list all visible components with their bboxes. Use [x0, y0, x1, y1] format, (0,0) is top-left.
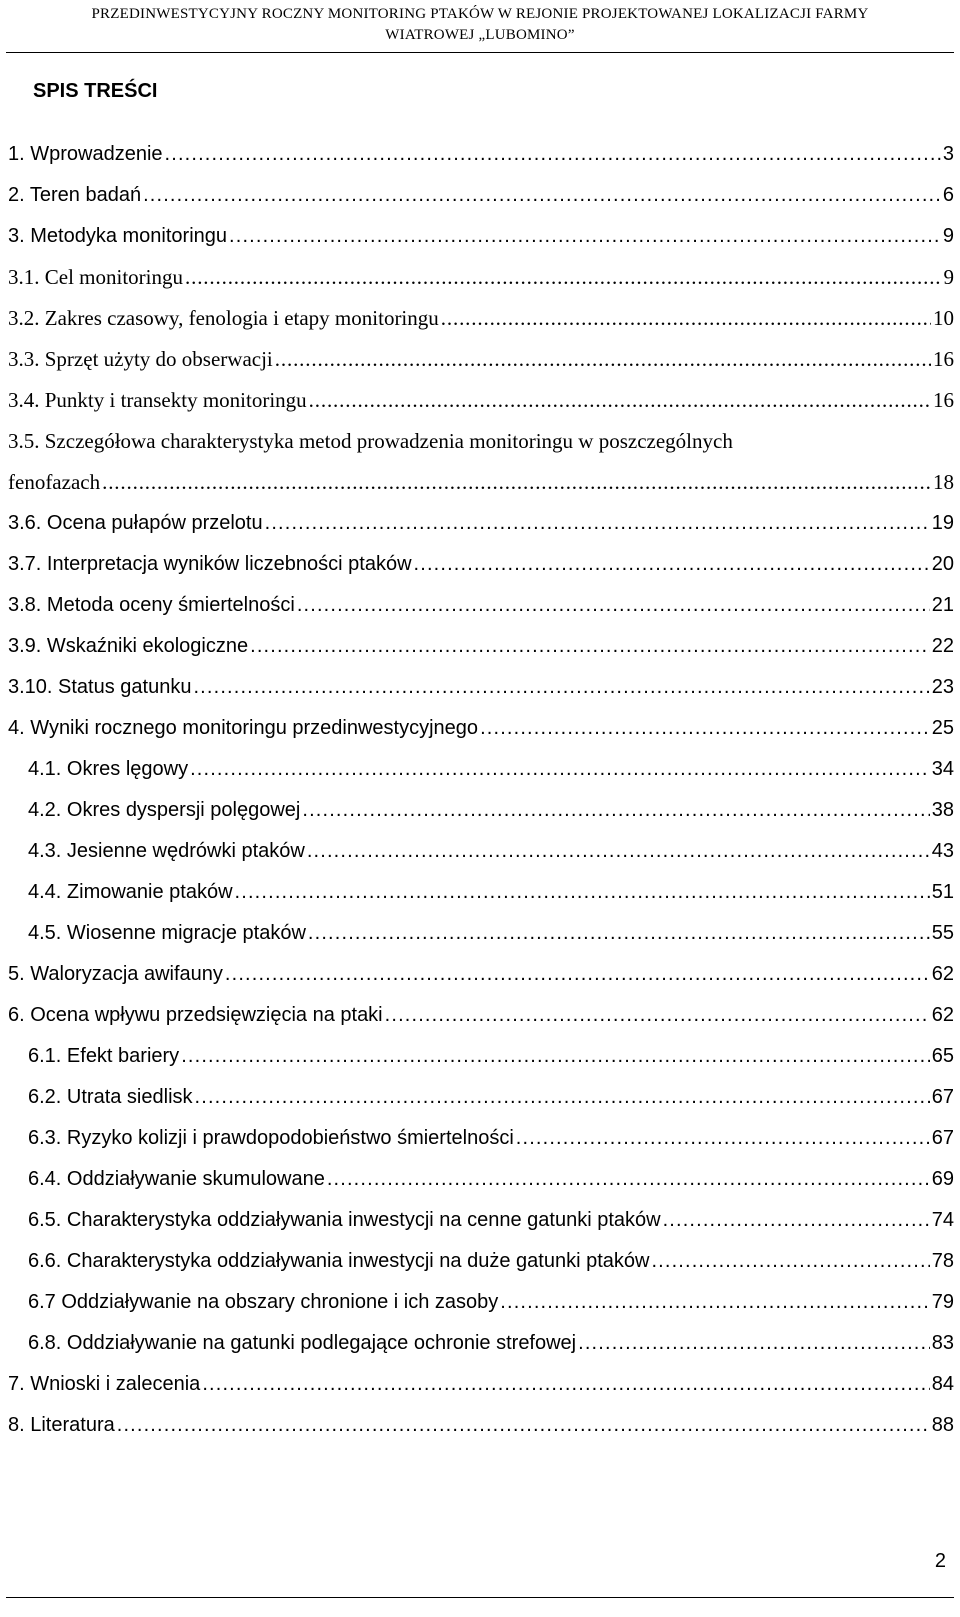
toc-entry-label: 4.5. Wiosenne migracje ptaków — [28, 922, 306, 944]
toc-entry-label: 3.3. Sprzęt użyty do obserwacji — [8, 347, 273, 371]
toc-title: SPIS TREŚCI — [33, 80, 158, 102]
toc-entry-page: 83 — [931, 1332, 954, 1354]
toc-entry-page: 34 — [931, 758, 954, 780]
toc-leader-dots — [202, 1364, 929, 1405]
toc-leader-dots — [250, 626, 930, 667]
toc-entry-page: 3 — [942, 143, 954, 165]
toc-entry-page: 51 — [931, 881, 954, 903]
toc-entry[interactable] — [0, 421, 954, 503]
toc-leader-dots — [307, 831, 930, 872]
toc-leader-dots — [265, 503, 930, 544]
toc-leader-dots — [309, 380, 931, 421]
toc-entry-label: 6.3. Ryzyko kolizji i prawdopodobieństwo śmiertelności — [28, 1127, 514, 1149]
toc-entry-label: 3.6. Ocena pułapów przelotu — [8, 512, 263, 534]
toc-entry[interactable] — [0, 1241, 954, 1282]
toc-entry-label: 3.7. Interpretacja wyników liczebności ptaków — [8, 553, 412, 575]
toc-entry[interactable] — [0, 339, 954, 380]
running-header — [0, 4, 960, 46]
toc-entry-label: 4.3. Jesienne wędrówki ptaków — [28, 840, 305, 862]
toc-leader-dots — [143, 175, 941, 216]
toc-entry-page: 79 — [931, 1291, 954, 1313]
toc-entry[interactable] — [0, 913, 954, 954]
toc-entry-label: 2. Teren badań — [8, 184, 142, 206]
toc-entry[interactable] — [0, 1077, 954, 1118]
toc-leader-dots — [165, 134, 941, 175]
toc-entry-page: 21 — [931, 594, 954, 616]
toc-entry[interactable] — [0, 954, 954, 995]
toc-leader-dots — [275, 339, 931, 380]
toc-entry-label-continued: fenofazach — [8, 470, 101, 494]
toc-entry[interactable] — [0, 134, 954, 175]
toc-leader-dots — [441, 298, 931, 339]
toc-entry-page: 78 — [931, 1250, 954, 1272]
toc-leader-dots — [578, 1323, 930, 1364]
toc-entry-page: 9 — [942, 225, 954, 247]
toc-entry-label: 3.4. Punkty i transekty monitoringu — [8, 388, 307, 412]
toc-entry-label: 3.9. Wskaźniki ekologiczne — [8, 635, 249, 657]
toc-entry[interactable] — [0, 585, 954, 626]
toc-leader-dots — [185, 257, 942, 298]
toc-entry-page: 6 — [942, 184, 954, 206]
toc-entry[interactable] — [0, 708, 954, 749]
toc-entry-label: 7. Wnioski i zalecenia — [8, 1373, 201, 1395]
toc-entry-label: 3.8. Metoda oceny śmiertelności — [8, 594, 295, 616]
toc-entry[interactable] — [0, 872, 954, 913]
toc-entry[interactable] — [0, 544, 954, 585]
toc-entry-page: 23 — [931, 676, 954, 698]
footer-divider — [6, 1597, 954, 1598]
running-header-line-1: PRZEDINWESTYCYJNY ROCZNY MONITORING PTAKÓW W REJONIE PROJEKTOWANEJ LOKALIZACJI FARMY — [91, 6, 869, 22]
toc-leader-dots — [651, 1241, 929, 1282]
toc-entry[interactable] — [0, 216, 954, 257]
toc-entry[interactable] — [0, 257, 954, 298]
toc-entry-page: 20 — [931, 553, 954, 575]
toc-leader-dots — [102, 462, 931, 503]
toc-entry-page: 25 — [931, 717, 954, 739]
toc-entry-page: 43 — [931, 840, 954, 862]
toc-entry[interactable] — [0, 1118, 954, 1159]
toc-entry[interactable] — [0, 380, 954, 421]
toc-entry-page: 67 — [931, 1086, 954, 1108]
toc-leader-dots — [225, 954, 930, 995]
toc-entry-page: 62 — [931, 1004, 954, 1026]
table-of-contents — [0, 134, 960, 1446]
toc-entry-page: 88 — [931, 1414, 954, 1436]
toc-entry-page: 16 — [933, 388, 954, 412]
toc-entry[interactable] — [0, 1036, 954, 1077]
toc-entry[interactable] — [0, 626, 954, 667]
toc-leader-dots — [663, 1200, 930, 1241]
toc-entry[interactable] — [0, 995, 954, 1036]
toc-entry-page: 55 — [931, 922, 954, 944]
toc-entry-page: 74 — [931, 1209, 954, 1231]
toc-leader-dots — [500, 1282, 929, 1323]
toc-entry[interactable] — [0, 790, 954, 831]
toc-entry-label: 8. Literatura — [8, 1414, 115, 1436]
toc-entry-label: 4.2. Okres dyspersji polęgowej — [28, 799, 301, 821]
page-number: 2 — [934, 1550, 946, 1572]
toc-entry-label: 4. Wyniki rocznego monitoringu przedinwestycyjnego — [8, 717, 479, 739]
toc-leader-dots — [516, 1118, 930, 1159]
toc-entry-label: 3.2. Zakres czasowy, fenologia i etapy monitoringu — [8, 306, 439, 330]
toc-entry-page: 16 — [933, 347, 954, 371]
toc-leader-dots — [229, 216, 941, 257]
toc-entry[interactable] — [0, 1282, 954, 1323]
toc-leader-dots — [308, 913, 930, 954]
toc-entry[interactable] — [0, 298, 954, 339]
toc-entry-page: 22 — [931, 635, 954, 657]
toc-entry[interactable] — [0, 749, 954, 790]
toc-entry-page: 10 — [933, 306, 954, 330]
toc-entry[interactable] — [0, 831, 954, 872]
toc-entry-label: 3.5. Szczegółowa charakterystyka metod prowadzenia monitoringu w poszczególnych — [8, 429, 733, 453]
toc-entry-label: 6.4. Oddziaływanie skumulowane — [28, 1168, 325, 1190]
toc-entry[interactable] — [0, 175, 954, 216]
toc-entry-page: 62 — [931, 963, 954, 985]
toc-entry-label: 3. Metodyka monitoringu — [8, 225, 228, 247]
toc-entry-label: 6.6. Charakterystyka oddziaływania inwestycji na duże gatunki ptaków — [28, 1250, 650, 1272]
toc-leader-dots — [193, 667, 929, 708]
toc-entry-page: 9 — [943, 265, 954, 289]
toc-leader-dots — [181, 1036, 930, 1077]
toc-entry-label: 1. Wprowadzenie — [8, 143, 163, 165]
toc-entry-page: 18 — [933, 470, 954, 494]
toc-leader-dots — [190, 749, 930, 790]
toc-entry-label: 6.1. Efekt bariery — [28, 1045, 180, 1067]
toc-leader-dots — [414, 544, 930, 585]
toc-leader-dots — [385, 995, 930, 1036]
toc-entry-label: 6. Ocena wpływu przedsięwzięcia na ptaki — [8, 1004, 383, 1026]
toc-entry[interactable] — [0, 1323, 954, 1364]
toc-entry-page: 84 — [931, 1373, 954, 1395]
toc-entry[interactable] — [0, 503, 954, 544]
running-header-line-2: WIATROWEJ „LUBOMINO” — [385, 27, 575, 43]
toc-leader-dots — [302, 790, 929, 831]
toc-entry-label: 4.4. Zimowanie ptaków — [28, 881, 233, 903]
toc-entry-label: 4.1. Okres lęgowy — [28, 758, 189, 780]
toc-entry-page: 67 — [931, 1127, 954, 1149]
toc-entry[interactable] — [0, 1159, 954, 1200]
toc-leader-dots — [235, 872, 930, 913]
toc-leader-dots — [297, 585, 930, 626]
toc-entry-page: 69 — [931, 1168, 954, 1190]
toc-entry-page: 38 — [931, 799, 954, 821]
toc-entry[interactable] — [0, 667, 954, 708]
toc-entry-label: 3.10. Status gatunku — [8, 676, 192, 698]
toc-entry-label: 3.1. Cel monitoringu — [8, 265, 183, 289]
toc-entry-page: 65 — [931, 1045, 954, 1067]
header-divider — [6, 52, 954, 53]
toc-entry-page: 19 — [931, 512, 954, 534]
toc-entry-label: 6.2. Utrata siedlisk — [28, 1086, 193, 1108]
toc-entry[interactable] — [0, 1200, 954, 1241]
toc-entry-label: 6.8. Oddziaływanie na gatunki podlegające ochronie strefowej — [28, 1332, 577, 1354]
toc-leader-dots — [195, 1077, 930, 1118]
toc-entry-label: 6.7 Oddziaływanie na obszary chronione i ich zasoby — [28, 1291, 499, 1313]
toc-leader-dots — [327, 1159, 930, 1200]
toc-entry[interactable] — [0, 1364, 954, 1405]
toc-entry-label: 6.5. Charakterystyka oddziaływania inwestycji na cenne gatunki ptaków — [28, 1209, 661, 1231]
toc-leader-dots — [117, 1405, 930, 1446]
toc-entry[interactable] — [0, 1405, 954, 1446]
toc-leader-dots — [480, 708, 930, 749]
toc-entry-label: 5. Waloryzacja awifauny — [8, 963, 223, 985]
